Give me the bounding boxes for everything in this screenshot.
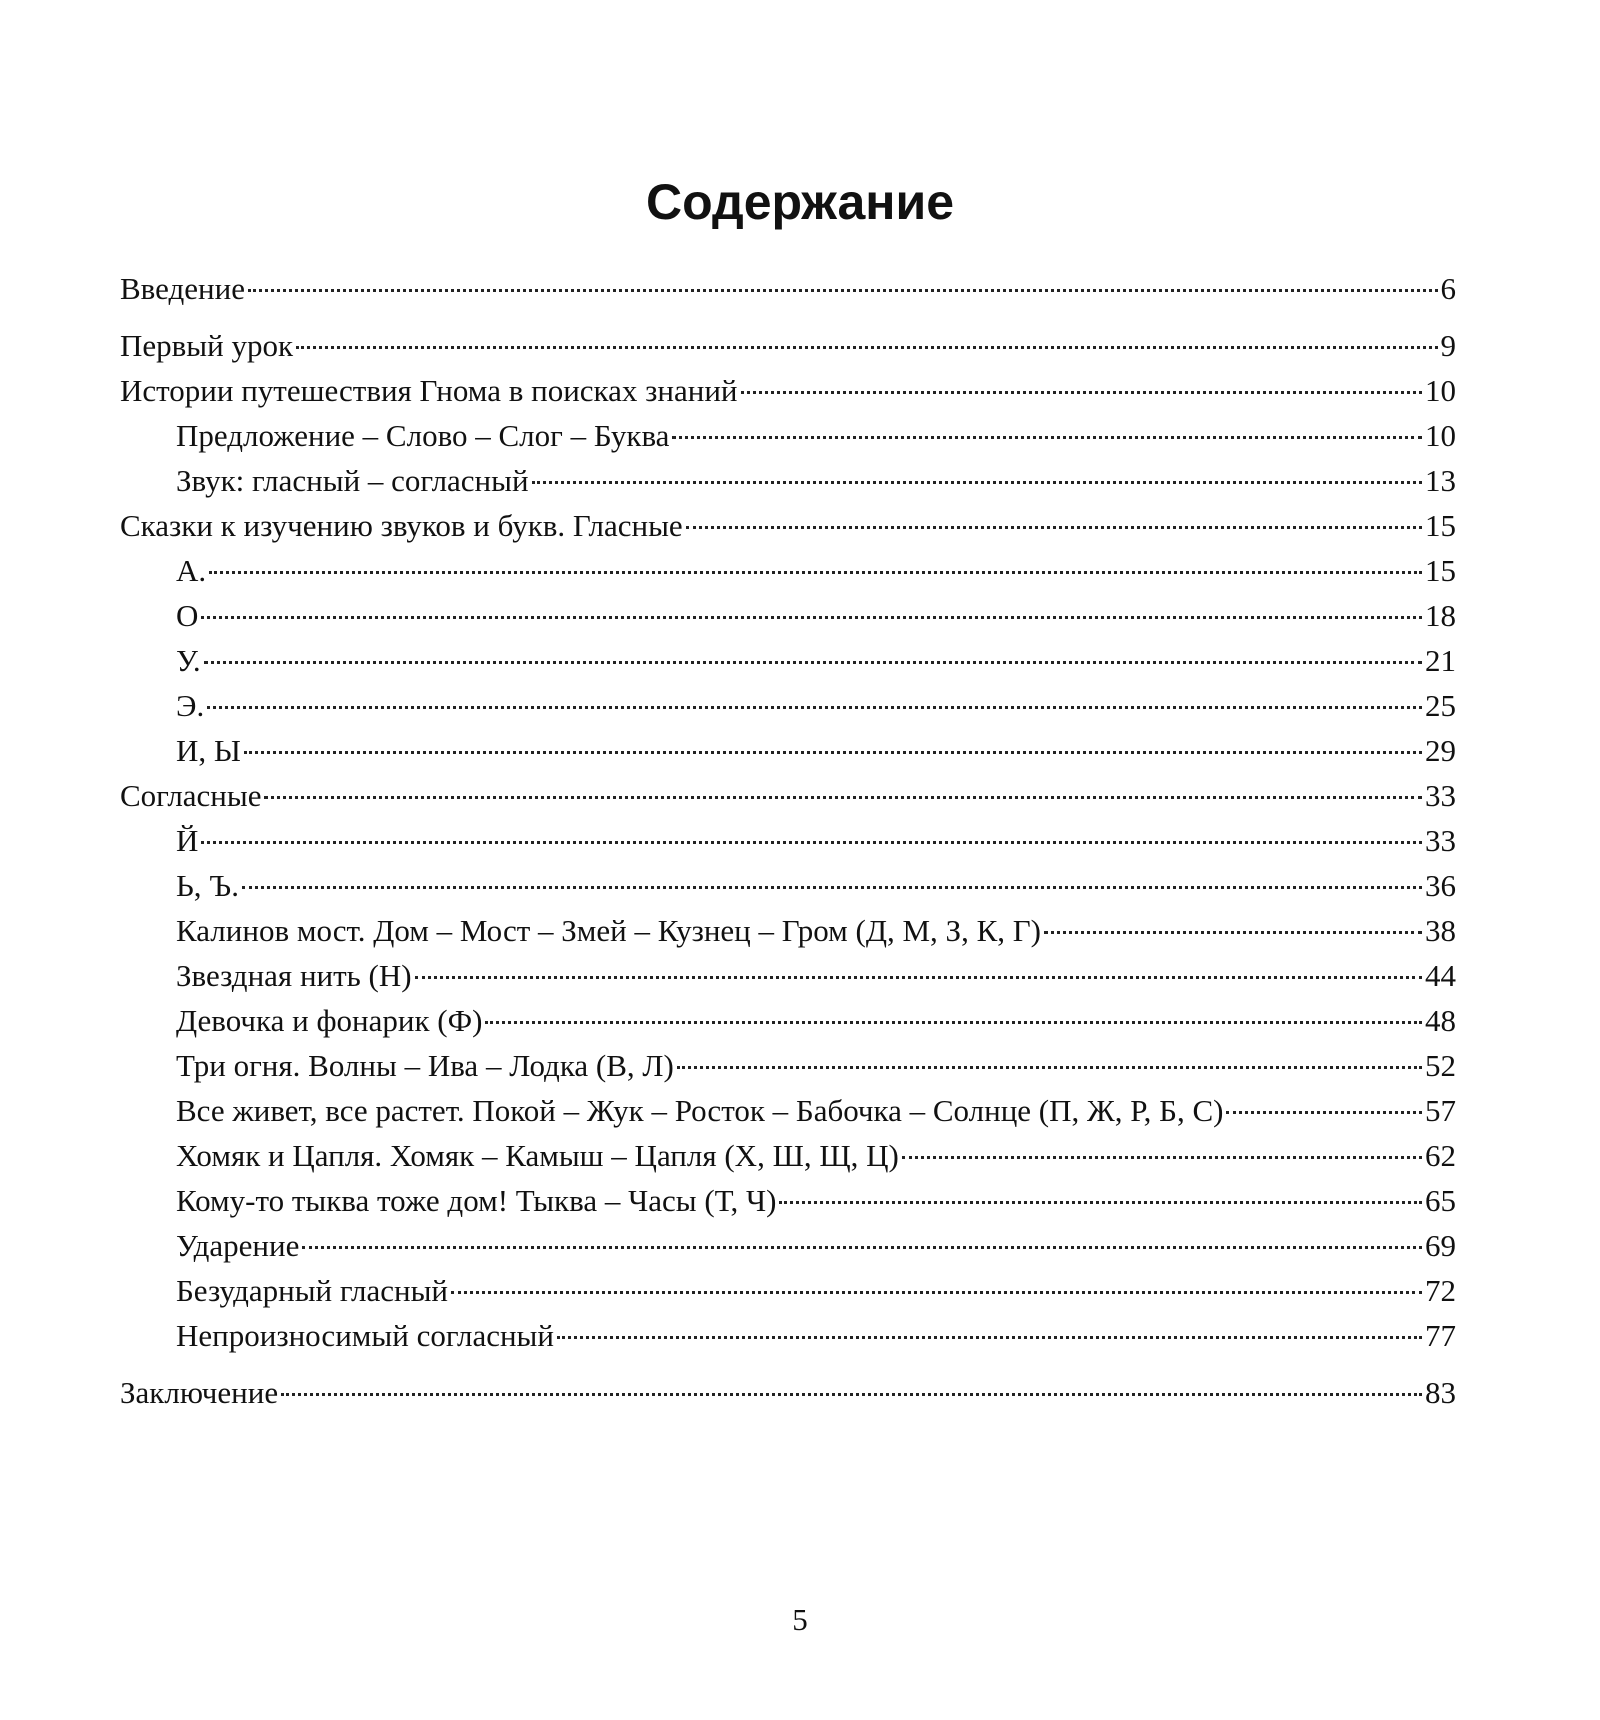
toc-entry-letter-o[interactable] (120, 593, 1456, 638)
dot-leader (296, 346, 1437, 349)
dot-leader (242, 886, 1422, 889)
toc-entry-page: 25 (1425, 688, 1456, 723)
toc-entry-title: Согласные (120, 778, 262, 813)
toc-entry-sentence-word[interactable] (120, 413, 1456, 458)
dot-leader (207, 706, 1422, 709)
toc-entry-title: Все живет, все растет. Покой – Жук – Росток – Бабочка – Солнце (П, Ж, Р, Б, С) (176, 1093, 1224, 1128)
toc-entry-hamster-heron[interactable] (120, 1133, 1456, 1178)
toc-entry-silent-consonant[interactable] (120, 1313, 1456, 1358)
toc-entry-title: Й (176, 823, 199, 858)
toc-entry-title: Введение (120, 271, 245, 306)
dot-leader (248, 289, 1438, 292)
toc-entry-page: 72 (1425, 1273, 1456, 1308)
toc-entry-title: Девочка и фонарик (Ф) (176, 1003, 483, 1038)
dot-leader (686, 526, 1422, 529)
toc-entry-girl-lantern[interactable] (120, 998, 1456, 1043)
toc-entry-page: 57 (1425, 1093, 1456, 1128)
dot-leader (1044, 931, 1422, 934)
toc-entry-introduction[interactable] (120, 266, 1456, 311)
toc-entry-page: 38 (1425, 913, 1456, 948)
dot-leader (204, 661, 1422, 664)
toc-entry-title: Хомяк и Цапля. Хомяк – Камыш – Цапля (Х, Ш, Щ, Ц) (176, 1138, 899, 1173)
dot-leader (485, 1021, 1422, 1024)
toc-entry-title: Кому-то тыква тоже дом! Тыква – Часы (Т, Ч) (176, 1183, 777, 1218)
dot-leader (281, 1393, 1422, 1396)
toc-entry-everything-lives[interactable] (120, 1088, 1456, 1133)
toc-entry-page: 33 (1425, 778, 1456, 813)
dot-leader (672, 436, 1422, 439)
toc-entry-page: 9 (1440, 328, 1456, 363)
toc-entry-title: Три огня. Волны – Ива – Лодка (В, Л) (176, 1048, 674, 1083)
toc-entry-letter-a[interactable] (120, 548, 1456, 593)
toc-entry-title: А. (176, 553, 207, 588)
toc-entry-page: 36 (1425, 868, 1456, 903)
toc-entry-page: 6 (1440, 271, 1456, 306)
toc-entry-page: 15 (1425, 508, 1456, 543)
dot-leader (415, 976, 1422, 979)
dot-leader (677, 1066, 1422, 1069)
toc-entry-page: 69 (1425, 1228, 1456, 1263)
toc-entry-first-lesson[interactable] (120, 323, 1456, 368)
toc-entry-conclusion[interactable] (120, 1370, 1456, 1415)
toc-entry-title: Истории путешествия Гнома в поисках знаний (120, 373, 738, 408)
toc-entry-page: 83 (1425, 1375, 1456, 1410)
dot-leader (532, 481, 1422, 484)
toc-entry-title: Звук: гласный – согласный (176, 463, 529, 498)
toc-entry-letter-i-y[interactable] (120, 728, 1456, 773)
toc-entry-title: Предложение – Слово – Слог – Буква (176, 418, 670, 453)
page-number: 5 (792, 1602, 808, 1637)
toc-entry-three-fires[interactable] (120, 1043, 1456, 1088)
toc-entry-sound[interactable] (120, 458, 1456, 503)
table-of-contents (120, 266, 1456, 1415)
dot-leader (1226, 1111, 1422, 1114)
dot-leader (201, 841, 1422, 844)
toc-entry-page: 65 (1425, 1183, 1456, 1218)
toc-entry-page: 10 (1425, 373, 1456, 408)
toc-entry-page: 15 (1425, 553, 1456, 588)
toc-entry-consonants[interactable] (120, 773, 1456, 818)
toc-entry-unstressed-vowel[interactable] (120, 1268, 1456, 1313)
toc-entry-title: Первый урок (120, 328, 294, 363)
toc-entry-page: 18 (1425, 598, 1456, 633)
dot-leader (264, 796, 1422, 799)
toc-entry-title: Калинов мост. Дом – Мост – Змей – Кузнец – Гром (Д, М, З, К, Г) (176, 913, 1042, 948)
toc-entry-letter-e[interactable] (120, 683, 1456, 728)
toc-entry-title: Э. (176, 688, 205, 723)
toc-entry-stress[interactable] (120, 1223, 1456, 1268)
dot-leader (209, 571, 1422, 574)
toc-entry-pumpkin-house[interactable] (120, 1178, 1456, 1223)
toc-entry-gnome-stories[interactable] (120, 368, 1456, 413)
dot-leader (741, 391, 1422, 394)
toc-entry-title: Звездная нить (Н) (176, 958, 412, 993)
toc-entry-tales-vowels[interactable] (120, 503, 1456, 548)
dot-leader (201, 616, 1422, 619)
dot-leader (902, 1156, 1422, 1159)
toc-entry-page: 33 (1425, 823, 1456, 858)
toc-entry-title: Ударение (176, 1228, 300, 1263)
toc-entry-soft-hard-signs[interactable] (120, 863, 1456, 908)
toc-entry-page: 62 (1425, 1138, 1456, 1173)
toc-entry-page: 77 (1425, 1318, 1456, 1353)
toc-entry-title: Заключение (120, 1375, 279, 1410)
toc-entry-title: Сказки к изучению звуков и букв. Гласные (120, 508, 683, 543)
toc-entry-title: Безударный гласный (176, 1273, 449, 1308)
dot-leader (302, 1246, 1422, 1249)
toc-entry-letter-j[interactable] (120, 818, 1456, 863)
dot-leader (451, 1291, 1422, 1294)
toc-entry-page: 44 (1425, 958, 1456, 993)
dot-leader (244, 751, 1422, 754)
toc-entry-page: 52 (1425, 1048, 1456, 1083)
toc-entry-kalinov-bridge[interactable] (120, 908, 1456, 953)
toc-entry-page: 10 (1425, 418, 1456, 453)
page-title: Содержание (645, 173, 955, 230)
toc-entry-page: 21 (1425, 643, 1456, 678)
toc-entry-title: О (176, 598, 199, 633)
toc-entry-star-thread[interactable] (120, 953, 1456, 998)
toc-entry-page: 48 (1425, 1003, 1456, 1038)
dot-leader (557, 1336, 1422, 1339)
toc-entry-title: Непроизносимый согласный (176, 1318, 554, 1353)
toc-entry-title: У. (176, 643, 201, 678)
toc-entry-title: Ь, Ъ. (176, 868, 239, 903)
dot-leader (779, 1201, 1422, 1204)
toc-entry-letter-u[interactable] (120, 638, 1456, 683)
toc-entry-page: 13 (1425, 463, 1456, 498)
toc-entry-title: И, Ы (176, 733, 241, 768)
toc-entry-page: 29 (1425, 733, 1456, 768)
